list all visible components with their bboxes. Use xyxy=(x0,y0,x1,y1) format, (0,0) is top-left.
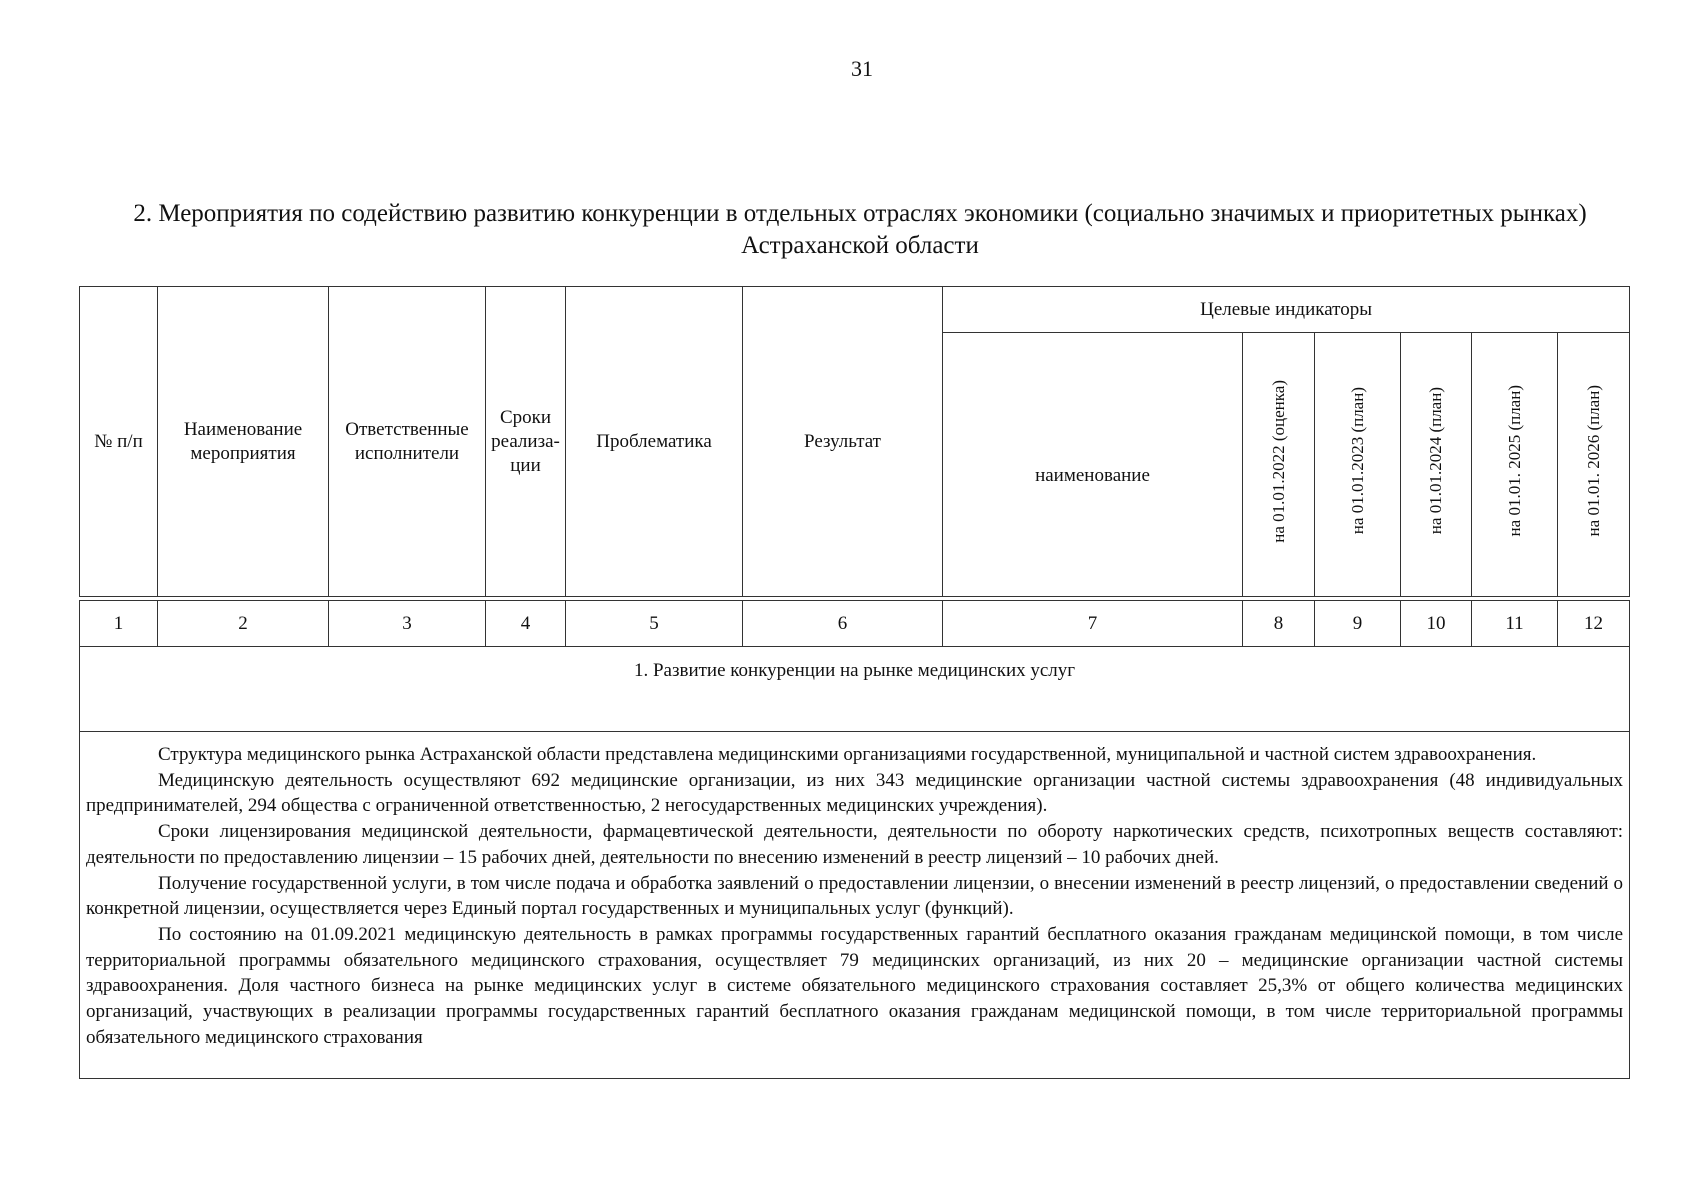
header-indicator-name: наименование xyxy=(943,333,1243,597)
column-number: 4 xyxy=(486,601,566,647)
section-title: 1. Развитие конкуренции на рынке медицинских услуг xyxy=(80,647,1630,732)
column-number: 12 xyxy=(1558,601,1630,647)
column-number: 7 xyxy=(943,601,1243,647)
column-number: 6 xyxy=(743,601,943,647)
description-row xyxy=(80,732,1630,1079)
header-ind-2022-label: на 01.01.2022 (оценка) xyxy=(1268,379,1288,543)
description-paragraph: Получение государственной услуги, в том числе подача и обработка заявлений о предоставлении лицензии, о внесении изменений в реестр лицензий, о предоставлении сведений о конкретной лицензии, осуществляется через Единый портал государственных и муниципальных услуг (функций). xyxy=(86,872,1624,920)
description-paragraph: Сроки лицензирования медицинской деятельности, фармацевтической деятельности, деятельности по обороту наркотических средств, психотропных веществ составляют: деятельности по предоставлению лицензии – 15 рабочих дней, деятельности по внесению изменений в реестр лицензий – 10 рабочих дней. xyxy=(86,821,1624,868)
description-paragraph: По состоянию на 01.09.2021 медицинскую деятельность в рамках программы государственных гарантий бесплатного оказания гражданам медицинской помощи, в том числе территориальной программы обязательного медицинского страхования, осуществляет 79 медицинских организаций, из них 20 – медицинские организации частной системы здравоохранения. Доля частного бизнеса на рынке медицинских услуг в системе обязательного медицинского страхования составляет 25,3% от общего количества медицинских организаций, участвующих в реализации программы государственных гарантий бесплатного оказания гражданам медицинской помощи, в том числе территориальной программы обязательного медицинского страхования xyxy=(86,923,1624,1048)
header-executors: Ответственные исполнители xyxy=(329,287,486,597)
header-ind-2023-label: на 01.01.2023 (план) xyxy=(1347,387,1367,535)
column-number: 1 xyxy=(80,601,158,647)
header-ind-2026-label: на 01.01. 2026 (план) xyxy=(1583,385,1603,537)
measures-table xyxy=(79,286,1630,1079)
section-row xyxy=(80,647,1630,732)
column-number: 8 xyxy=(1243,601,1315,647)
column-number: 9 xyxy=(1315,601,1401,647)
document-title: 2. Мероприятия по содействию развитию конкуренции в отдельных отраслях экономики (социально значимых и приоритетных рынках) Астраханской области xyxy=(133,200,1587,259)
column-number: 11 xyxy=(1472,601,1558,647)
header-terms: Сроки реализа-ции xyxy=(486,287,566,597)
description-cell xyxy=(80,732,1630,1079)
description-paragraph: Структура медицинского рынка Астраханской области представлена медицинскими организациями государственной, муниципальной и частной систем здравоохранения. xyxy=(158,744,1537,765)
header-ind-2022 xyxy=(1243,333,1315,597)
column-number: 3 xyxy=(329,601,486,647)
column-number: 2 xyxy=(158,601,329,647)
header-ind-2025 xyxy=(1472,333,1558,597)
header-ind-2026 xyxy=(1558,333,1630,597)
header-ind-2025-label: на 01.01. 2025 (план) xyxy=(1504,385,1524,537)
header-num: № п/п xyxy=(80,287,158,597)
header-ind-2023 xyxy=(1315,333,1401,597)
header-ind-2024-label: на 01.01.2024 (план) xyxy=(1426,387,1445,535)
measures-table-container xyxy=(79,286,1629,1079)
header-problems: Проблематика xyxy=(566,287,743,597)
description-paragraph: Медицинскую деятельность осуществляют 692 медицинские организации, из них 343 медицинские организации частной системы здравоохранения (48 индивидуальных предпринимателей, 294 общества с ограниченной ответственностью, 2 негосударственных медицинских учреждения). xyxy=(86,769,1624,817)
column-number: 5 xyxy=(566,601,743,647)
page-number: 31 xyxy=(851,56,873,81)
column-number: 10 xyxy=(1401,601,1472,647)
column-number-row xyxy=(80,601,1630,647)
header-result: Результат xyxy=(743,287,943,597)
header-row-top xyxy=(80,287,1630,333)
header-indicators-group: Целевые индикаторы xyxy=(943,287,1630,333)
header-event-name: Наименование мероприятия xyxy=(158,287,329,597)
header-ind-2024 xyxy=(1401,333,1472,597)
